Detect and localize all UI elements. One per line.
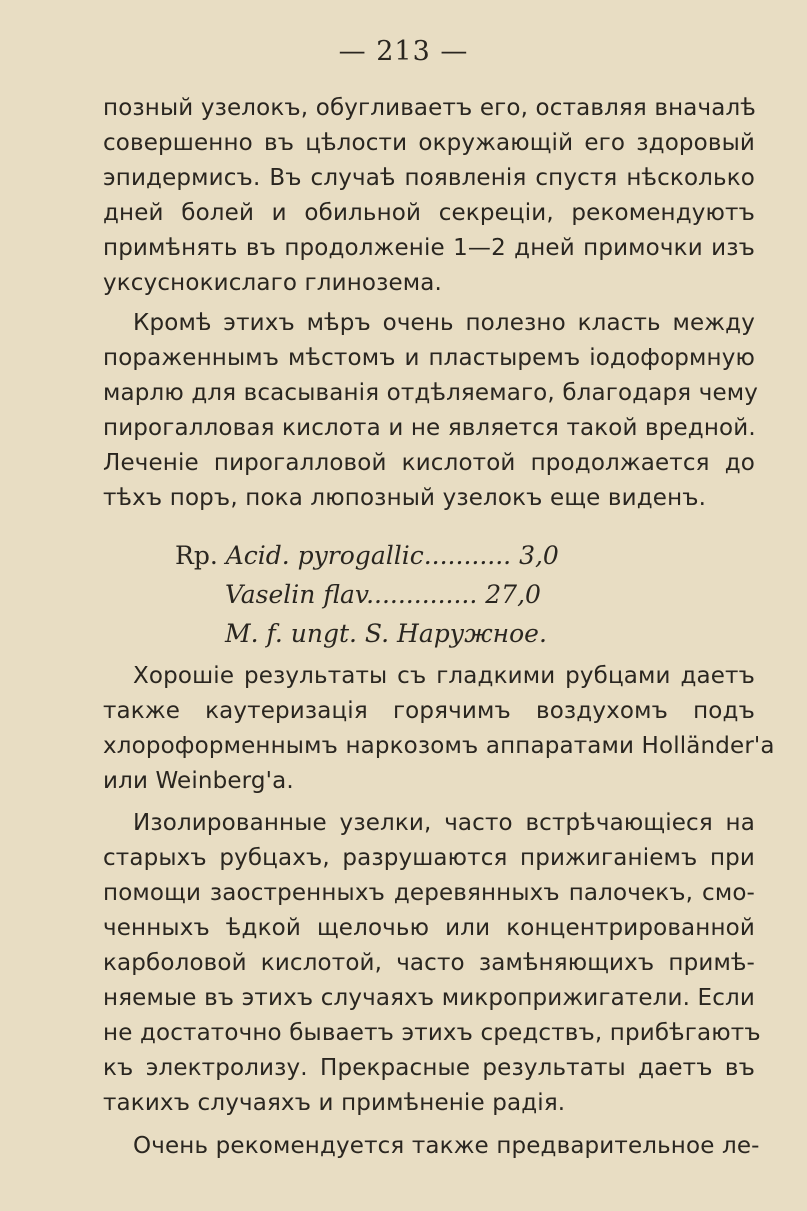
- text-line: не достаточно бываетъ этихъ средствъ, прибѣгаютъ: [103, 1020, 761, 1046]
- text-line: примѣнять въ продолженіе 1—2 дней примочки изъ: [103, 235, 755, 261]
- text-line: няемые въ этихъ случаяхъ микроприжигатели. Если: [103, 985, 755, 1011]
- text-line: Кромѣ этихъ мѣръ очень полезно класть между: [133, 310, 755, 336]
- text-line: карболовой кислотой, часто замѣняющихъ примѣ-: [103, 950, 755, 976]
- text-line: помощи заостренныхъ деревянныхъ палочекъ, смо-: [103, 880, 755, 906]
- recipe-ingredient-2: Vaselin flav.............. 27,0: [225, 580, 541, 609]
- text-line: Очень рекомендуется также предварительное ле-: [133, 1133, 760, 1159]
- text-line: Хорошіе результаты съ гладкими рубцами даетъ: [133, 663, 755, 689]
- page-number: — 213 —: [338, 36, 469, 67]
- text-line: также каутеризація горячимъ воздухомъ подъ: [103, 698, 755, 724]
- text-line: дней болей и обильной секреціи, рекомендуютъ: [103, 200, 755, 226]
- text-line: тѣхъ поръ, пока люпозный узелокъ еще виденъ.: [103, 485, 707, 511]
- recipe-ingredient-1: Acid. pyrogallic........... 3,0: [225, 541, 559, 570]
- text-line: марлю для всасыванія отдѣляемаго, благодаря чему: [103, 380, 759, 406]
- text-line: Изолированные узелки, часто встрѣчающіеся на: [133, 810, 755, 836]
- text-line: ченныхъ ѣдкой щелочью или концентрированной: [103, 915, 755, 941]
- recipe-instructions: M. f. ungt. S. Наружное.: [225, 619, 547, 648]
- text-line: эпидермисъ. Въ случаѣ появленія спустя нѣсколько: [103, 165, 755, 191]
- text-line: такихъ случаяхъ и примѣненіе радія.: [103, 1090, 566, 1116]
- text-line: позный узелокъ, обугливаетъ его, оставляя вначалѣ: [103, 95, 756, 121]
- text-line: пирогалловая кислота и не является такой вредной.: [103, 415, 756, 441]
- text-line: къ электролизу. Прекрасные результаты даетъ въ: [103, 1055, 755, 1081]
- text-line: уксуснокислаго глинозема.: [103, 270, 442, 296]
- recipe-line-1: [175, 543, 559, 568]
- text-line: хлороформеннымъ наркозомъ аппаратами Holländer'a: [103, 733, 775, 759]
- text-line: или Weinberg'a.: [103, 768, 294, 794]
- text-line: пораженнымъ мѣстомъ и пластыремъ іодоформную: [103, 345, 755, 371]
- text-line: Леченіе пирогалловой кислотой продолжается до: [103, 450, 755, 476]
- recipe-rp: Rp.: [175, 541, 218, 570]
- text-line: старыхъ рубцахъ, разрушаются прижиганіемъ при: [103, 845, 755, 871]
- text-line: совершенно въ цѣлости окружающій его здоровый: [103, 130, 755, 156]
